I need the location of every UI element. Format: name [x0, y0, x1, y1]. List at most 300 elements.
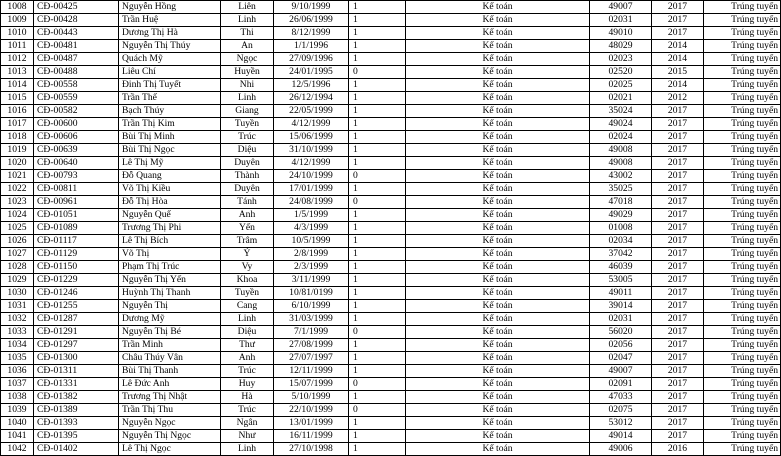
code-cell: 02047 — [590, 352, 652, 365]
id-cell: CĐ-00639 — [34, 144, 119, 157]
year-cell: 2017 — [652, 339, 704, 352]
id-cell: CĐ-00961 — [34, 196, 119, 209]
given-name-cell: Trúc — [221, 131, 274, 144]
major-cell: Kế toán — [406, 53, 590, 66]
dob-cell: 31/03/1999 — [274, 313, 349, 326]
stt-cell: 1036 — [1, 365, 34, 378]
id-cell: CĐ-01229 — [34, 274, 119, 287]
given-name-cell: Thư — [221, 339, 274, 352]
year-cell: 2017 — [652, 352, 704, 365]
code-cell: 47018 — [590, 196, 652, 209]
stt-cell: 1041 — [1, 430, 34, 443]
code-cell: 35024 — [590, 105, 652, 118]
stt-cell: 1026 — [1, 235, 34, 248]
given-name-cell: Như — [221, 430, 274, 443]
code-cell: 02023 — [590, 53, 652, 66]
result-cell: Trúng tuyển — [704, 430, 781, 443]
dob-cell: 8/12/1999 — [274, 27, 349, 40]
dob-cell: 9/10/1999 — [274, 1, 349, 14]
surname-cell: Lê Thị Bích — [119, 235, 221, 248]
id-cell: CĐ-01389 — [34, 404, 119, 417]
code-cell: 53005 — [590, 274, 652, 287]
major-cell: Kế toán — [406, 144, 590, 157]
dob-cell: 26/12/1994 — [274, 92, 349, 105]
stt-cell: 1032 — [1, 313, 34, 326]
given-name-cell: Liên — [221, 1, 274, 14]
stt-cell: 1029 — [1, 274, 34, 287]
stt-cell: 1020 — [1, 157, 34, 170]
stt-cell: 1033 — [1, 326, 34, 339]
year-cell: 2017 — [652, 196, 704, 209]
given-name-cell: Nhi — [221, 79, 274, 92]
table-row — [1, 391, 781, 404]
id-cell: CĐ-01395 — [34, 430, 119, 443]
result-cell: Trúng tuyển — [704, 313, 781, 326]
surname-cell: Bùi Thị Minh — [119, 131, 221, 144]
surname-cell: Huỳnh Thị Thanh — [119, 287, 221, 300]
given-name-cell: Thi — [221, 27, 274, 40]
code-cell: 37042 — [590, 248, 652, 261]
dob-cell: 2/3/1999 — [274, 261, 349, 274]
id-cell: CĐ-00443 — [34, 27, 119, 40]
year-cell: 2017 — [652, 131, 704, 144]
surname-cell: Lê Đức Anh — [119, 378, 221, 391]
stt-cell: 1039 — [1, 404, 34, 417]
result-cell: Trúng tuyển — [704, 443, 781, 456]
major-cell: Kế toán — [406, 300, 590, 313]
gender-cell: 1 — [349, 274, 406, 287]
year-cell: 2017 — [652, 144, 704, 157]
id-cell: CĐ-01051 — [34, 209, 119, 222]
major-cell: Kế toán — [406, 287, 590, 300]
given-name-cell: Cang — [221, 300, 274, 313]
year-cell: 2017 — [652, 248, 704, 261]
gender-cell: 1 — [349, 1, 406, 14]
table-body — [1, 1, 781, 456]
stt-cell: 1023 — [1, 196, 34, 209]
major-cell: Kế toán — [406, 222, 590, 235]
surname-cell: Nguyễn Hồng — [119, 1, 221, 14]
surname-cell: Bùi Thị Thanh — [119, 365, 221, 378]
id-cell: CĐ-01129 — [34, 248, 119, 261]
year-cell: 2017 — [652, 170, 704, 183]
code-cell: 49008 — [590, 157, 652, 170]
stt-cell: 1022 — [1, 183, 34, 196]
year-cell: 2017 — [652, 378, 704, 391]
table-row — [1, 313, 781, 326]
major-cell: Kế toán — [406, 79, 590, 92]
id-cell: CĐ-00600 — [34, 118, 119, 131]
table-row — [1, 261, 781, 274]
dob-cell: 15/07/1999 — [274, 378, 349, 391]
result-cell: Trúng tuyển — [704, 92, 781, 105]
major-cell: Kế toán — [406, 365, 590, 378]
id-cell: CĐ-00811 — [34, 183, 119, 196]
stt-cell: 1019 — [1, 144, 34, 157]
table-row — [1, 40, 781, 53]
table-row — [1, 53, 781, 66]
given-name-cell: Thành — [221, 170, 274, 183]
table-row — [1, 66, 781, 79]
gender-cell: 1 — [349, 27, 406, 40]
stt-cell: 1024 — [1, 209, 34, 222]
code-cell: 53012 — [590, 417, 652, 430]
stt-cell: 1012 — [1, 53, 34, 66]
dob-cell: 4/12/1999 — [274, 157, 349, 170]
table-row — [1, 235, 781, 248]
id-cell: CĐ-01287 — [34, 313, 119, 326]
given-name-cell: Giang — [221, 105, 274, 118]
surname-cell: Trần Thị Kim — [119, 118, 221, 131]
gender-cell: 0 — [349, 404, 406, 417]
given-name-cell: Vy — [221, 261, 274, 274]
major-cell: Kế toán — [406, 196, 590, 209]
table-row — [1, 326, 781, 339]
table-row — [1, 105, 781, 118]
id-cell: CĐ-01117 — [34, 235, 119, 248]
gender-cell: 0 — [349, 196, 406, 209]
gender-cell: 1 — [349, 417, 406, 430]
major-cell: Kế toán — [406, 391, 590, 404]
code-cell: 39014 — [590, 300, 652, 313]
table-row — [1, 170, 781, 183]
gender-cell: 1 — [349, 261, 406, 274]
table-row — [1, 300, 781, 313]
dob-cell: 27/10/1998 — [274, 443, 349, 456]
code-cell: 49024 — [590, 118, 652, 131]
year-cell: 2017 — [652, 365, 704, 378]
code-cell: 43002 — [590, 170, 652, 183]
id-cell: CĐ-01089 — [34, 222, 119, 235]
result-cell: Trúng tuyển — [704, 404, 781, 417]
id-cell: CĐ-01150 — [34, 261, 119, 274]
gender-cell: 1 — [349, 248, 406, 261]
surname-cell: Quách Mỹ — [119, 53, 221, 66]
stt-cell: 1037 — [1, 378, 34, 391]
result-cell: Trúng tuyển — [704, 196, 781, 209]
major-cell: Kế toán — [406, 66, 590, 79]
year-cell: 2017 — [652, 1, 704, 14]
dob-cell: 22/05/1999 — [274, 105, 349, 118]
id-cell: CĐ-00793 — [34, 170, 119, 183]
year-cell: 2017 — [652, 300, 704, 313]
table-row — [1, 209, 781, 222]
major-cell: Kế toán — [406, 27, 590, 40]
surname-cell: Trần Minh — [119, 339, 221, 352]
gender-cell: 1 — [349, 430, 406, 443]
table-row — [1, 118, 781, 131]
table-row — [1, 339, 781, 352]
year-cell: 2017 — [652, 157, 704, 170]
dob-cell: 13/01/1999 — [274, 417, 349, 430]
code-cell: 49010 — [590, 27, 652, 40]
surname-cell: Liêu Chí — [119, 66, 221, 79]
table-row — [1, 144, 781, 157]
major-cell: Kế toán — [406, 417, 590, 430]
id-cell: CĐ-01311 — [34, 365, 119, 378]
year-cell: 2017 — [652, 183, 704, 196]
stt-cell: 1031 — [1, 300, 34, 313]
table-row — [1, 1, 781, 14]
given-name-cell: Khoa — [221, 274, 274, 287]
major-cell: Kế toán — [406, 378, 590, 391]
code-cell: 02025 — [590, 79, 652, 92]
table-row — [1, 183, 781, 196]
table-row — [1, 430, 781, 443]
stt-cell: 1010 — [1, 27, 34, 40]
major-cell: Kế toán — [406, 183, 590, 196]
year-cell: 2017 — [652, 274, 704, 287]
given-name-cell: Ngân — [221, 417, 274, 430]
given-name-cell: Linh — [221, 313, 274, 326]
gender-cell: 1 — [349, 209, 406, 222]
given-name-cell: Duyên — [221, 183, 274, 196]
result-cell: Trúng tuyển — [704, 261, 781, 274]
code-cell: 48029 — [590, 40, 652, 53]
code-cell: 01008 — [590, 222, 652, 235]
table-row — [1, 378, 781, 391]
stt-cell: 1021 — [1, 170, 34, 183]
id-cell: CĐ-01291 — [34, 326, 119, 339]
table-row — [1, 417, 781, 430]
id-cell: CĐ-01246 — [34, 287, 119, 300]
year-cell: 2014 — [652, 53, 704, 66]
surname-cell: Nguyễn Ngọc — [119, 417, 221, 430]
result-cell: Trúng tuyển — [704, 365, 781, 378]
id-cell: CĐ-01297 — [34, 339, 119, 352]
result-cell: Trúng tuyển — [704, 300, 781, 313]
gender-cell: 1 — [349, 183, 406, 196]
major-cell: Kế toán — [406, 209, 590, 222]
table-row — [1, 248, 781, 261]
stt-cell: 1018 — [1, 131, 34, 144]
year-cell: 2017 — [652, 261, 704, 274]
dob-cell: 27/09/1996 — [274, 53, 349, 66]
table-row — [1, 352, 781, 365]
result-cell: Trúng tuyển — [704, 352, 781, 365]
result-cell: Trúng tuyển — [704, 79, 781, 92]
given-name-cell: Trúc — [221, 365, 274, 378]
surname-cell: Trương Thị Phi — [119, 222, 221, 235]
result-cell: Trúng tuyển — [704, 1, 781, 14]
result-cell: Trúng tuyển — [704, 209, 781, 222]
major-cell: Kế toán — [406, 235, 590, 248]
result-cell: Trúng tuyển — [704, 378, 781, 391]
id-cell: CĐ-01393 — [34, 417, 119, 430]
result-cell: Trúng tuyển — [704, 144, 781, 157]
given-name-cell: Yến — [221, 222, 274, 235]
year-cell: 2017 — [652, 404, 704, 417]
major-cell: Kế toán — [406, 326, 590, 339]
gender-cell: 1 — [349, 53, 406, 66]
surname-cell: Phạm Thị Trúc — [119, 261, 221, 274]
surname-cell: Lê Thị Ngọc — [119, 443, 221, 456]
code-cell: 49006 — [590, 443, 652, 456]
given-name-cell: Huyền — [221, 66, 274, 79]
gender-cell: 1 — [349, 313, 406, 326]
gender-cell: 1 — [349, 222, 406, 235]
code-cell: 02024 — [590, 131, 652, 144]
gender-cell: 0 — [349, 66, 406, 79]
dob-cell: 31/10/1999 — [274, 144, 349, 157]
code-cell: 49029 — [590, 209, 652, 222]
dob-cell: 7/1/1999 — [274, 326, 349, 339]
stt-cell: 1015 — [1, 92, 34, 105]
code-cell: 47033 — [590, 391, 652, 404]
table-row — [1, 365, 781, 378]
result-cell: Trúng tuyển — [704, 235, 781, 248]
stt-cell: 1035 — [1, 352, 34, 365]
result-cell: Trúng tuyển — [704, 391, 781, 404]
given-name-cell: Linh — [221, 14, 274, 27]
result-cell: Trúng tuyển — [704, 248, 781, 261]
result-cell: Trúng tuyển — [704, 105, 781, 118]
dob-cell: 6/10/1999 — [274, 300, 349, 313]
stt-cell: 1040 — [1, 417, 34, 430]
stt-cell: 1028 — [1, 261, 34, 274]
given-name-cell: Ý — [221, 248, 274, 261]
dob-cell: 24/10/1999 — [274, 170, 349, 183]
result-cell: Trúng tuyển — [704, 14, 781, 27]
stt-cell: 1011 — [1, 40, 34, 53]
dob-cell: 2/8/1999 — [274, 248, 349, 261]
code-cell: 49007 — [590, 365, 652, 378]
gender-cell: 0 — [349, 326, 406, 339]
result-cell: Trúng tuyển — [704, 326, 781, 339]
major-cell: Kế toán — [406, 339, 590, 352]
id-cell: CĐ-00582 — [34, 105, 119, 118]
given-name-cell: Linh — [221, 92, 274, 105]
surname-cell: Nguyễn Thị Yến — [119, 274, 221, 287]
year-cell: 2017 — [652, 235, 704, 248]
code-cell: 02034 — [590, 235, 652, 248]
stt-cell: 1014 — [1, 79, 34, 92]
dob-cell: 3/11/1999 — [274, 274, 349, 287]
surname-cell: Châu Thúy Vân — [119, 352, 221, 365]
id-cell: CĐ-01402 — [34, 443, 119, 456]
stt-cell: 1034 — [1, 339, 34, 352]
surname-cell: Bạch Thúy — [119, 105, 221, 118]
code-cell: 02056 — [590, 339, 652, 352]
gender-cell: 1 — [349, 300, 406, 313]
dob-cell: 15/06/1999 — [274, 131, 349, 144]
code-cell: 56020 — [590, 326, 652, 339]
given-name-cell: Tuyền — [221, 118, 274, 131]
year-cell: 2017 — [652, 391, 704, 404]
dob-cell: 26/06/1999 — [274, 14, 349, 27]
dob-cell: 1/5/1999 — [274, 209, 349, 222]
major-cell: Kế toán — [406, 430, 590, 443]
year-cell: 2012 — [652, 92, 704, 105]
year-cell: 2017 — [652, 313, 704, 326]
result-cell: Trúng tuyển — [704, 170, 781, 183]
gender-cell: 1 — [349, 365, 406, 378]
stt-cell: 1030 — [1, 287, 34, 300]
major-cell: Kế toán — [406, 118, 590, 131]
major-cell: Kế toán — [406, 14, 590, 27]
id-cell: CĐ-00559 — [34, 92, 119, 105]
dob-cell: 22/10/1999 — [274, 404, 349, 417]
dob-cell: 24/08/1999 — [274, 196, 349, 209]
id-cell: CĐ-01382 — [34, 391, 119, 404]
given-name-cell: Tuyền — [221, 287, 274, 300]
stt-cell: 1016 — [1, 105, 34, 118]
dob-cell: 12/11/1999 — [274, 365, 349, 378]
dob-cell: 12/5/1996 — [274, 79, 349, 92]
gender-cell: 1 — [349, 352, 406, 365]
gender-cell: 1 — [349, 144, 406, 157]
year-cell: 2017 — [652, 118, 704, 131]
surname-cell: Võ Thị — [119, 248, 221, 261]
gender-cell: 1 — [349, 92, 406, 105]
year-cell: 2017 — [652, 287, 704, 300]
surname-cell: Trần Thị Thu — [119, 404, 221, 417]
given-name-cell: Diệu — [221, 144, 274, 157]
surname-cell: Nguyễn Thị Bé — [119, 326, 221, 339]
surname-cell: Trương Thị Nhật — [119, 391, 221, 404]
major-cell: Kế toán — [406, 313, 590, 326]
gender-cell: 1 — [349, 235, 406, 248]
table-row — [1, 404, 781, 417]
id-cell: CĐ-00558 — [34, 79, 119, 92]
code-cell: 35025 — [590, 183, 652, 196]
surname-cell: Bùi Thị Ngọc — [119, 144, 221, 157]
year-cell: 2017 — [652, 27, 704, 40]
table-row — [1, 196, 781, 209]
surname-cell: Đỗ Thị Hòa — [119, 196, 221, 209]
major-cell: Kế toán — [406, 92, 590, 105]
code-cell: 02031 — [590, 14, 652, 27]
major-cell: Kế toán — [406, 40, 590, 53]
surname-cell: Trần Huệ — [119, 14, 221, 27]
given-name-cell: Linh — [221, 443, 274, 456]
year-cell: 2017 — [652, 326, 704, 339]
stt-cell: 1038 — [1, 391, 34, 404]
code-cell: 02021 — [590, 92, 652, 105]
surname-cell: Dương Mỹ — [119, 313, 221, 326]
year-cell: 2014 — [652, 40, 704, 53]
year-cell: 2017 — [652, 222, 704, 235]
given-name-cell: Trúc — [221, 404, 274, 417]
year-cell: 2017 — [652, 14, 704, 27]
table-row — [1, 274, 781, 287]
stt-cell: 1009 — [1, 14, 34, 27]
year-cell: 2017 — [652, 105, 704, 118]
given-name-cell: Ngọc — [221, 53, 274, 66]
table-row — [1, 79, 781, 92]
major-cell: Kế toán — [406, 105, 590, 118]
table-row — [1, 92, 781, 105]
dob-cell: 27/07/1997 — [274, 352, 349, 365]
code-cell: 02091 — [590, 378, 652, 391]
result-cell: Trúng tuyển — [704, 27, 781, 40]
id-cell: CĐ-01331 — [34, 378, 119, 391]
id-cell: CĐ-00487 — [34, 53, 119, 66]
major-cell: Kế toán — [406, 443, 590, 456]
result-cell: Trúng tuyển — [704, 53, 781, 66]
dob-cell: 16/11/1999 — [274, 430, 349, 443]
gender-cell: 1 — [349, 118, 406, 131]
table-row — [1, 14, 781, 27]
table-row — [1, 157, 781, 170]
surname-cell: Trần Thế — [119, 92, 221, 105]
given-name-cell: An — [221, 40, 274, 53]
result-cell: Trúng tuyển — [704, 118, 781, 131]
major-cell: Kế toán — [406, 248, 590, 261]
year-cell: 2017 — [652, 430, 704, 443]
result-cell: Trúng tuyển — [704, 157, 781, 170]
table-row — [1, 222, 781, 235]
